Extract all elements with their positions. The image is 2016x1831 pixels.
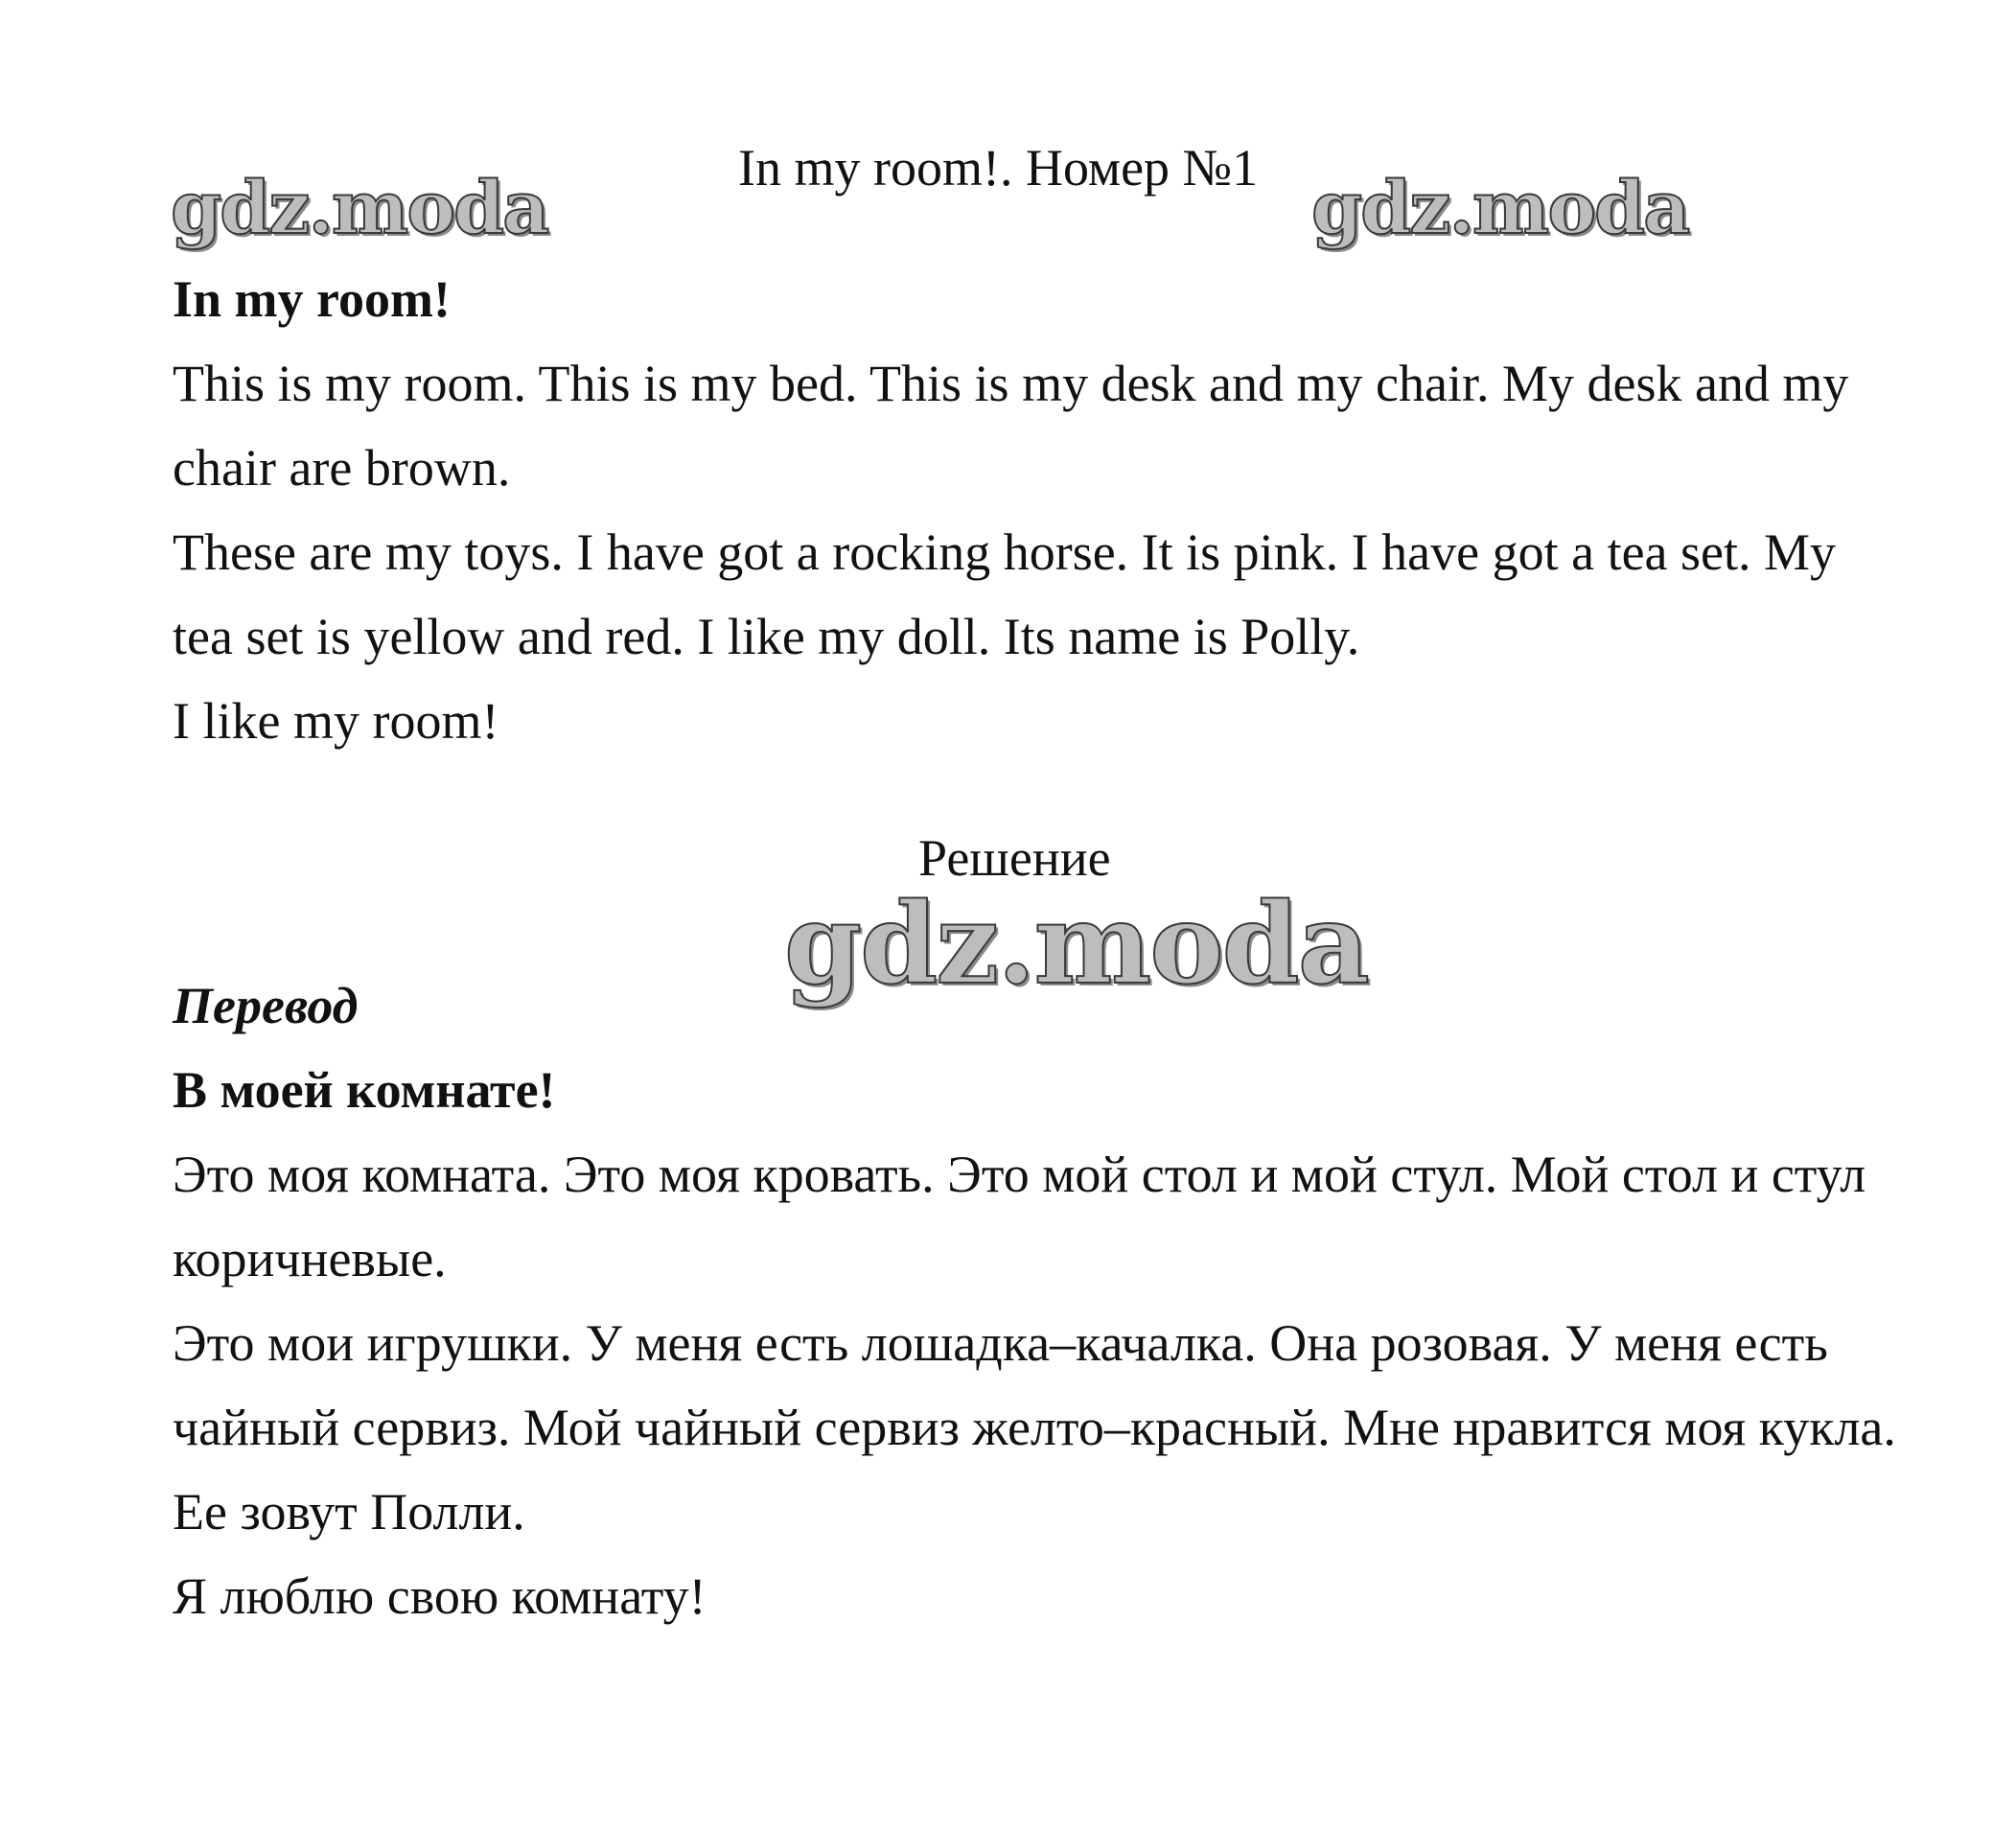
watermark-logo: gdz.moda bbox=[171, 165, 548, 250]
translation-paragraph: Я люблю свою комнату! bbox=[173, 1567, 707, 1625]
english-paragraph: These are my toys. I have got a rocking horse. It is pink. I have got a tea set. My tea set is yellow and red. I like my doll. Its name is Polly. bbox=[173, 523, 1837, 665]
translation-label: Перевод bbox=[173, 977, 359, 1034]
solution-label: Решение bbox=[918, 829, 1111, 887]
watermark-logo: gdz.moda bbox=[1311, 165, 1689, 250]
watermark-logo: gdz.moda bbox=[784, 879, 1368, 1009]
translation-paragraph: Это мои игрушки. У меня есть лошадка–качалка. Она розовая. У меня есть чайный сервиз. Мой чайный сервиз желто–красный. Мне нравится моя кукла. Ее зовут Полли. bbox=[173, 1314, 1896, 1541]
english-paragraph: I like my room! bbox=[173, 692, 499, 750]
translation-text-block bbox=[173, 963, 1898, 1638]
page-title: In my room!. Номер №1 bbox=[738, 139, 1259, 197]
english-paragraph: This is my room. This is my bed. This is my desk and my chair. My desk and my chair are brown. bbox=[173, 355, 1849, 497]
translation-paragraph: Это моя комната. Это моя кровать. Это мой стол и мой стул. Мой стол и стул коричневые. bbox=[173, 1146, 1866, 1287]
english-heading: In my room! bbox=[173, 270, 451, 328]
english-text-block bbox=[173, 257, 1898, 763]
translation-heading: В моей комнате! bbox=[173, 1061, 556, 1119]
